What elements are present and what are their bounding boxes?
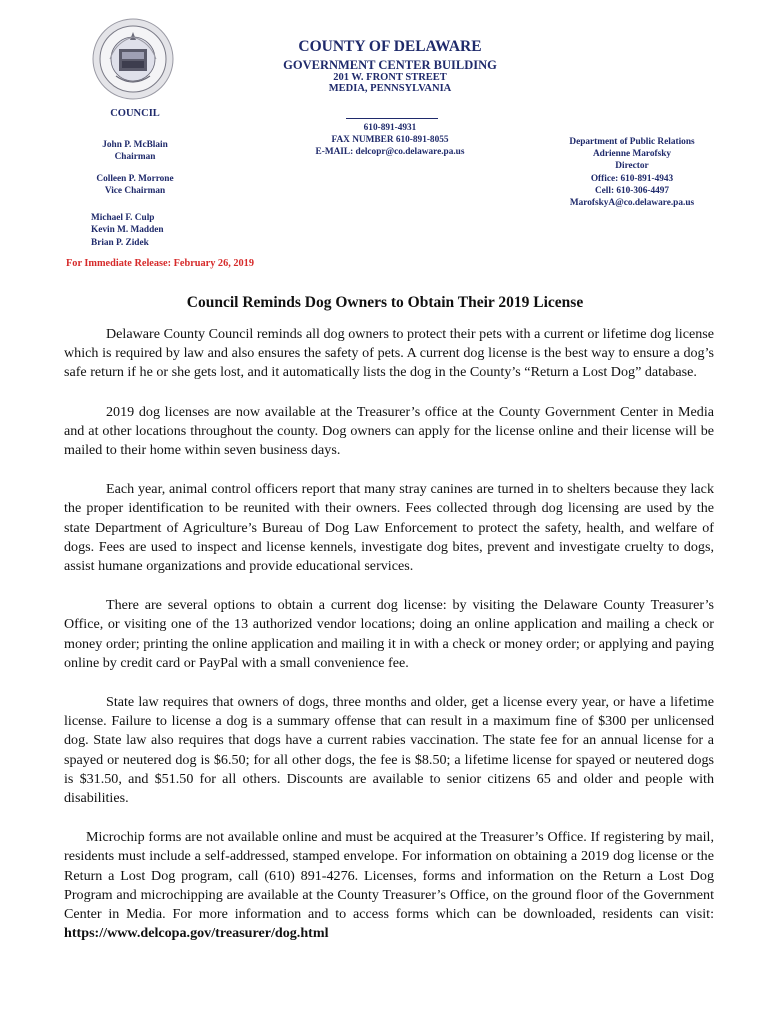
contact-block <box>300 123 480 158</box>
council-member: Michael F. Culp <box>91 213 155 223</box>
chairman-block <box>80 139 190 164</box>
treasurer-dog-link[interactable]: https://www.delcopa.gov/treasurer/dog.html <box>64 925 329 942</box>
council-heading: COUNCIL <box>110 108 160 119</box>
council-members <box>91 212 164 249</box>
address-block <box>240 72 540 94</box>
contact-divider <box>346 118 438 119</box>
paragraph-3: Each year, animal control officers report that many stray canines are turned in to shelters because they lack the proper identification to be reunited with their owners. Fees collected through dog licensing are used by the state Department of Agriculture’s Bureau of Dog Law Enforcement to protect the safety, health, and welfare of dogs. Fees are used to inspect and license kennels, investigate dog bites, prevent and investigate cruelty to dogs, assist humane organizations and provide educational services. <box>64 481 714 575</box>
article-body <box>64 325 714 963</box>
public-relations-block <box>552 136 712 209</box>
chairman-name: John P. McBlain <box>102 140 168 150</box>
vice-chairman-name: Colleen P. Morrone <box>96 174 174 184</box>
pr-department: Department of Public Relations <box>569 137 695 147</box>
paragraph-6 <box>64 828 714 943</box>
city-address: MEDIA, PENNSYLVANIA <box>328 83 452 94</box>
county-title: COUNTY OF DELAWARE <box>298 38 482 55</box>
paragraph-1: Delaware County Council reminds all dog owners to protect their pets with a current or lifetime dog license which is required by law and also ensures the safety of pets. A current dog license is the best way to ensure a dog’s safe return if he or she gets lost, and it automatically lists the dog in the County’s “Return a Lost Dog” database. <box>64 326 714 381</box>
paragraph-4: There are several options to obtain a current dog license: by visiting the Delaware County Treasurer’s Office, or visiting one of the 13 authorized vendor locations; doing an online application and mailing a check or money order; printing the online application and mailing it in with a check or money order; or applying and paying online by credit card or PayPal with a small convenience fee. <box>64 597 714 671</box>
council-member: Brian P. Zidek <box>91 237 149 248</box>
release-date: For Immediate Release: February 26, 2019 <box>66 258 254 269</box>
pr-title: Director <box>615 161 649 172</box>
paragraph-2: 2019 dog licenses are now available at the Treasurer’s office at the County Government Center in Media and at other locations throughout the county. Dog owners can apply for the license online and their license will be mailed to their home within seven business days. <box>64 403 714 459</box>
vice-chairman-block <box>80 173 190 198</box>
contact-fax: FAX NUMBER 610-891-8055 <box>331 134 449 145</box>
council-member: Kevin M. Madden <box>91 225 164 236</box>
pr-email: MarofskyA@co.delaware.pa.us <box>569 198 695 209</box>
chairman-title: Chairman <box>114 152 156 163</box>
building-title: GOVERNMENT CENTER BUILDING <box>283 58 497 72</box>
pr-office-phone: Office: 610-891-4943 <box>590 173 674 184</box>
county-seal-icon <box>92 18 174 100</box>
contact-email: E-MAIL: delcopr@co.delaware.pa.us <box>315 146 465 157</box>
vice-chairman-title: Vice Chairman <box>104 186 166 197</box>
street-address: 201 W. FRONT STREET <box>333 72 447 83</box>
pr-cell-phone: Cell: 610-306-4497 <box>594 185 670 196</box>
headline: Council Reminds Dog Owners to Obtain Their 2019 License <box>186 294 584 311</box>
paragraph-5: State law requires that owners of dogs, three months and older, get a license every year, or have a lifetime license. Failure to license a dog is a summary offense that can result in a maximum fine of $300 per unlicensed dog. State law also requires that dogs have a current rabies vaccination. The state fee for an annual license for a spayed or neutered dog is $6.50; for all other dogs, the fee is $8.50; a lifetime license for spayed or neutered dogs is $31.50, and $51.50 for all others. Discounts are available to senior citizens 65 and older and people with disabilities. <box>64 694 714 807</box>
pr-name: Adrienne Marofsky <box>592 149 672 160</box>
contact-phone: 610-891-4931 <box>363 123 417 133</box>
paragraph-6-text: Microchip forms are not available online and must be acquired at the Treasurer’s Office. If registering by mail, residents must include a self-addressed, stamped envelope. For information on obtaining a 2019 dog license or the Return a Lost Dog program, call (610) 891-4276. Licenses, forms and information on the Return a Lost Dog Program and microchipping are available at the County Treasurer’s Office, on the ground floor of the Government Center in Media. For more information and to access forms which can be downloaded, residents can visit: <box>64 829 714 923</box>
